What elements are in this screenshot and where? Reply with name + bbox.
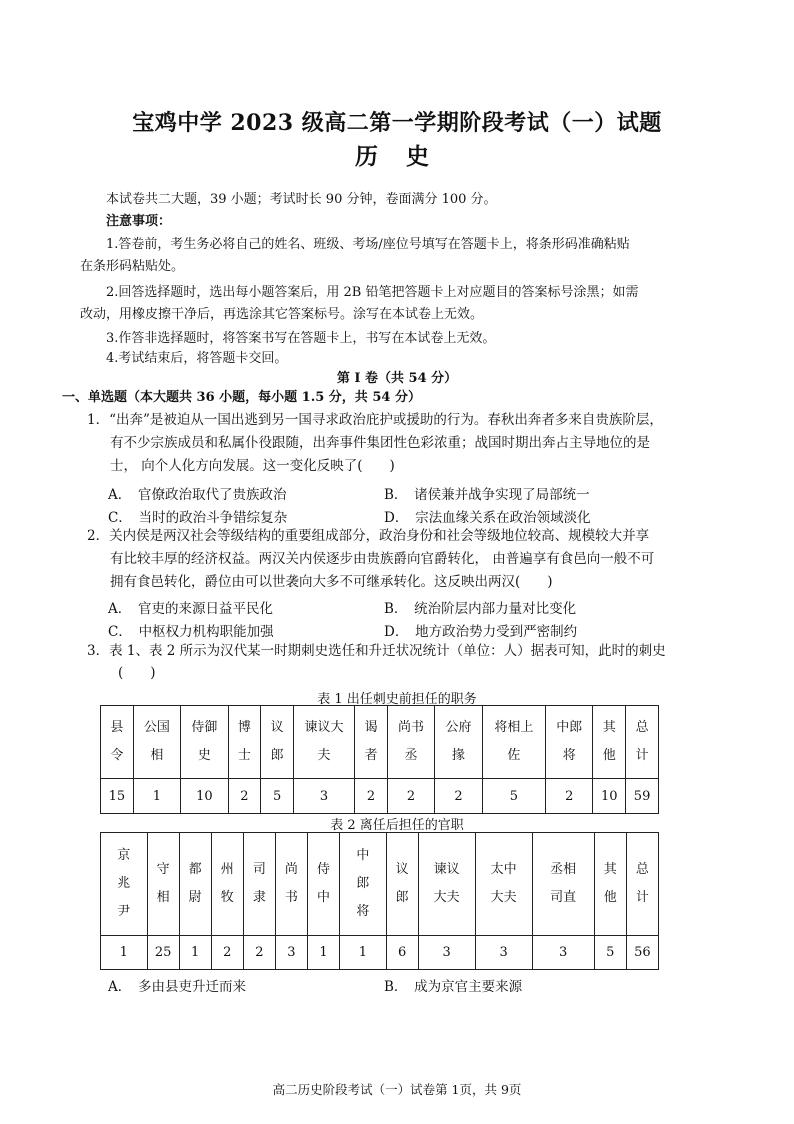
table-2-header-text: 尚书 bbox=[284, 862, 298, 905]
page-footer: 高二历史阶段考试（一）试卷第 1页，共 9页 bbox=[272, 1082, 522, 1097]
table-2-header-text: 守相 bbox=[156, 862, 170, 905]
question-3-line-2: ( ) bbox=[118, 665, 156, 681]
question-1-line-1: 1．“出奔”是被迫从一国出逃到另一国寻求政治庇护或援助的行为。春秋出奔者多来自贵族阶层， bbox=[87, 412, 663, 428]
table-2-header-text: 侍中 bbox=[316, 862, 330, 905]
table-2-header-text: 丞相司直 bbox=[550, 862, 577, 905]
table-2-header-text: 其他 bbox=[603, 862, 617, 905]
table-2 bbox=[100, 832, 659, 970]
table-1-value-cell: 10 bbox=[181, 779, 228, 814]
table-2-header-cell bbox=[626, 833, 658, 936]
table-2-header-cell bbox=[147, 833, 179, 936]
table-2-header-cell bbox=[275, 833, 307, 936]
table-1-header-text: 公府掾 bbox=[445, 720, 472, 763]
notice-3: 3.作答非选择题时，将答案书写在答题卡上，书写在本试卷上无效。 bbox=[106, 331, 496, 346]
table-2-value-cell: 6 bbox=[386, 936, 418, 970]
table-1-value-cell: 59 bbox=[626, 779, 659, 814]
table-2-value-cell: 3 bbox=[475, 936, 532, 970]
table-1-header-cell bbox=[133, 706, 180, 779]
table-2-value-cell: 1 bbox=[179, 936, 211, 970]
table-1-header-text: 将相上佐 bbox=[494, 720, 534, 763]
question-1-option-d: D． 宗法血缘关系在政治领域淡化 bbox=[384, 510, 591, 526]
table-2-value-cell: 56 bbox=[626, 936, 658, 970]
table-1-header-cell bbox=[482, 706, 545, 779]
table-1-header-cell bbox=[593, 706, 626, 779]
question-1-option-b: B． 诸侯兼并战争实现了局部统一 bbox=[384, 487, 590, 503]
table-1-header-text: 公国相 bbox=[143, 720, 170, 763]
subject-title: 历 史 bbox=[354, 143, 439, 170]
table-1-value-cell: 2 bbox=[546, 779, 593, 814]
table-1-header-text: 中郎将 bbox=[556, 720, 583, 763]
table-2-header-cell bbox=[179, 833, 211, 936]
table-2-value-cell: 3 bbox=[275, 936, 307, 970]
table-2-header-cell bbox=[475, 833, 532, 936]
table-1-header-text: 议郎 bbox=[270, 720, 284, 763]
table-1 bbox=[100, 705, 659, 814]
section-heading: 一、单选题（本大题共 36 小题，每小题 1.5 分，共 54 分） bbox=[62, 390, 421, 405]
question-3-option-a: A． 多由县吏升迁而来 bbox=[108, 979, 246, 995]
question-1-line-3: 士， 向个人化方向发展。这一变化反映了( ) bbox=[110, 458, 395, 474]
table-2-value-cell: 5 bbox=[594, 936, 626, 970]
table-1-header-text: 其他 bbox=[602, 720, 616, 763]
question-2-option-a: A． 官吏的来源日益平民化 bbox=[108, 601, 273, 617]
table-2-header-cell bbox=[532, 833, 594, 936]
table-2-value-cell: 1 bbox=[307, 936, 339, 970]
table-2-value-cell: 1 bbox=[101, 936, 148, 970]
table-2-header-cell bbox=[211, 833, 243, 936]
table-1-header-cell bbox=[387, 706, 434, 779]
question-2-line-3: 拥有食邑转化，爵位由可以世袭向大多不可继承转化。这反映出两汉( ) bbox=[110, 574, 553, 590]
question-1-line-2: 有不少宗族成员和私属仆役跟随，出奔事件集团性色彩浓重；战国时期出奔占主导地位的是 bbox=[110, 435, 650, 451]
notice-1-line-1: 1.答卷前，考生务必将自己的姓名、班级、考场/座位号填写在答题卡上，将条形码准确粘贴 bbox=[106, 237, 630, 252]
table-2-value-cell: 2 bbox=[243, 936, 275, 970]
table-1-value-cell: 15 bbox=[101, 779, 134, 814]
table-1-header-cell bbox=[101, 706, 134, 779]
table-2-header-text: 总计 bbox=[635, 862, 649, 905]
question-2-option-d: D． 地方政治势力受到严密制约 bbox=[384, 624, 578, 640]
table-2-value-cell: 1 bbox=[340, 936, 387, 970]
table-1-header-text: 尚书丞 bbox=[398, 720, 425, 763]
table-2-header-text: 中郎将 bbox=[356, 848, 370, 919]
table-2-value-cell: 2 bbox=[211, 936, 243, 970]
table-2-value-cell: 25 bbox=[147, 936, 179, 970]
table-1-header-cell bbox=[293, 706, 354, 779]
table-2-caption: 表 2 离任后担任的官职 bbox=[330, 818, 464, 833]
table-2-header-cell bbox=[243, 833, 275, 936]
question-2-line-1: 2．关内侯是两汉社会等级结构的重要组成部分，政治身份和社会等级地位较高、规模较大并享 bbox=[87, 528, 650, 544]
table-2-value-row bbox=[101, 936, 659, 970]
table-1-header-cell bbox=[181, 706, 228, 779]
table-1-header-row bbox=[101, 706, 659, 779]
table-1-value-cell: 10 bbox=[593, 779, 626, 814]
table-1-value-cell: 2 bbox=[355, 779, 388, 814]
table-1-header-cell bbox=[435, 706, 482, 779]
question-2-line-2: 有比较丰厚的经济权益。两汉关内侯逐步由贵族爵向官爵转化， 由普遍享有食邑向一般不可 bbox=[110, 551, 655, 567]
table-2-header-text: 京兆尹 bbox=[117, 848, 131, 919]
table-1-header-text: 总计 bbox=[635, 720, 649, 763]
question-2-option-b: B． 统治阶层内部力量对比变化 bbox=[384, 601, 577, 617]
notice-1-line-2: 在条形码粘贴处。 bbox=[80, 259, 185, 274]
table-2-header-row bbox=[101, 833, 659, 936]
table-1-header-cell bbox=[546, 706, 593, 779]
question-1-option-a: A． 官僚政治取代了贵族政治 bbox=[108, 487, 287, 503]
table-2-header-text: 谏议大夫 bbox=[433, 862, 460, 905]
notice-4: 4.考试结束后，将答题卡交回。 bbox=[106, 351, 288, 366]
table-1-header-cell bbox=[228, 706, 261, 779]
notice-heading: 注意事项： bbox=[106, 214, 172, 229]
table-1-value-cell: 3 bbox=[293, 779, 354, 814]
table-1-value-cell: 2 bbox=[228, 779, 261, 814]
table-1-header-text: 县令 bbox=[110, 720, 124, 763]
exam-title: 宝鸡中学 2023 级高二第一学期阶段考试（一）试题 bbox=[132, 110, 662, 136]
table-2-header-cell bbox=[307, 833, 339, 936]
table-2-header-text: 都尉 bbox=[188, 862, 202, 905]
table-2-header-cell bbox=[418, 833, 475, 936]
table-2-header-text: 司隶 bbox=[252, 862, 266, 905]
table-2-header-cell bbox=[101, 833, 148, 936]
table-1-header-cell bbox=[626, 706, 659, 779]
table-1-header-text: 博士 bbox=[237, 720, 251, 763]
question-3-line-1: 3．表 1、表 2 所示为汉代某一时期刺史选任和升迁状况统计（单位：人）据表可知，此时的刺史 bbox=[87, 643, 666, 659]
intro-summary: 本试卷共二大题，39 小题；考试时长 90 分钟，卷面满分 100 分。 bbox=[106, 192, 497, 207]
table-2-value-cell: 3 bbox=[418, 936, 475, 970]
table-2-header-text: 州牧 bbox=[220, 862, 234, 905]
question-1-option-c: C． 当时的政治斗争错综复杂 bbox=[108, 510, 288, 526]
table-2-header-cell bbox=[340, 833, 387, 936]
table-1-value-row bbox=[101, 779, 659, 814]
table-1-header-cell bbox=[261, 706, 294, 779]
table-1-header-text: 谏议大夫 bbox=[304, 720, 344, 763]
table-1-value-cell: 5 bbox=[482, 779, 545, 814]
table-1-value-cell: 2 bbox=[387, 779, 434, 814]
table-2-header-text: 太中大夫 bbox=[490, 862, 517, 905]
notice-2-line-1: 2.回答选择题时，选出每小题答案后，用 2B 铅笔把答题卡上对应题目的答案标号涂黑；如需 bbox=[106, 285, 639, 300]
table-2-value-cell: 3 bbox=[532, 936, 594, 970]
table-1-caption: 表 1 出任刺史前担任的职务 bbox=[317, 692, 477, 707]
table-2-header-cell bbox=[594, 833, 626, 936]
notice-2-line-2: 改动，用橡皮擦干净后，再选涂其它答案标号。涂写在本试卷上无效。 bbox=[80, 307, 484, 322]
table-1-value-cell: 5 bbox=[261, 779, 294, 814]
table-1-value-cell: 2 bbox=[435, 779, 482, 814]
part-1-heading: 第 I 卷（共 54 分） bbox=[336, 371, 458, 386]
table-1-value-cell: 1 bbox=[133, 779, 180, 814]
table-2-header-text: 议郎 bbox=[395, 862, 409, 905]
table-1-header-text: 谒者 bbox=[364, 720, 378, 763]
table-1-header-text: 侍御史 bbox=[191, 720, 218, 763]
table-2-header-cell bbox=[386, 833, 418, 936]
question-2-option-c: C． 中枢权力机构职能加强 bbox=[108, 624, 274, 640]
question-3-option-b: B． 成为京官主要来源 bbox=[384, 979, 523, 995]
table-1-header-cell bbox=[355, 706, 388, 779]
